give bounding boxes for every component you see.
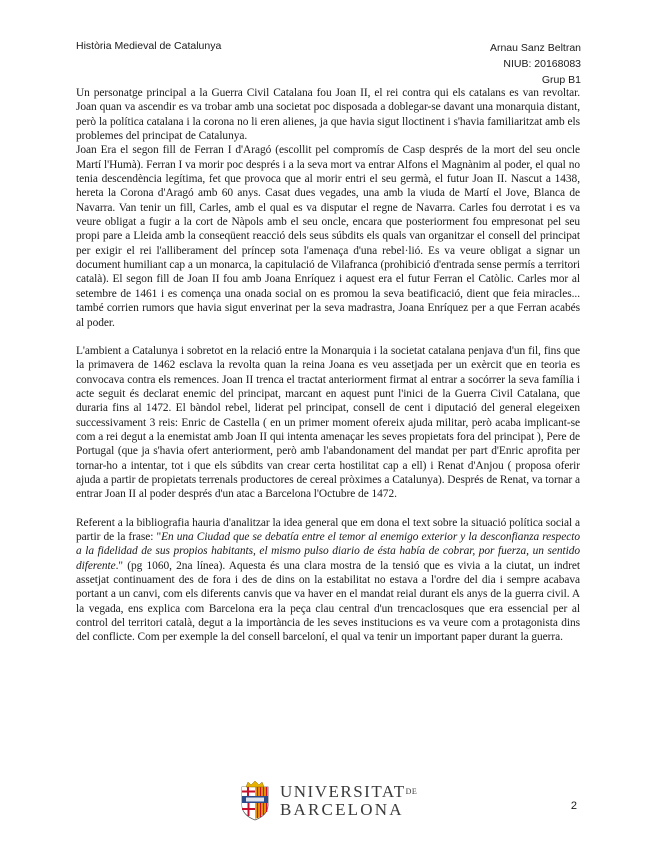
author-name: Arnau Sanz Beltran: [489, 42, 581, 54]
paragraph-1: Un personatge principal a la Guerra Civil Catalana fou Joan II, el rei contra qui els catalans es van revoltar. Joan quan va ascendir es va trobar amb una societat poc disposada a doblegar-se davant una monarquia distant, però la política catalana i la corona no li eren alienes, ja que havia sigut lloctinent i s'havia familiaritzat amb els problemes del principat de Catalunya.: [76, 87, 580, 143]
paragraph-3: L'ambient a Catalunya i sobretot en la relació entre la Monarquia i la societat catalana penjava d'un fil, fins que la primavera de 1462 esclava la revolta quan la reina Joana es veu assetjada per un exèrcit que en teoria es convocava contra els remences. Joan II trenca el tractat anteriorment firmat al entrar a socórrer la seva família i acte seguit és declarat enemic del principat, marcant en aquest punt l'inici de la Guerra Civil Catalana, que duraria fins al 1472. El bàndol rebel, liderat pel principat, consell de cent i diputació del general elegeixen successivament 3 reis: Enric de Castella ( en un primer moment ofereix ajuda militar, però acaba implicant-se com a rei degut a la enemistat amb Joan II qui intenta amenaçar les seves propietats fora del principat ), Pere de Portugal (que ja s'havia ofert anteriorment, però amb l'abandonament del mandat per part d'Enric aprofita per tornar-ho a intentar, tot i que els súbdits van crear certa hostilitat cap a ell) i Renat d'Anjou ( proposa oferir ajuda a partir de propietats terrenals productores de cereal pròximes a Catalunya). Després de Renat, va tornar a entrar Joan II al poder després d'un atac a Barcelona l'Octubre de 1472.: [76, 344, 580, 501]
logo-word-de: DE: [405, 787, 418, 796]
paragraph-4-intro: Referent a la bibliografia hauria d'analitzar la idea general que em dona el text sobre la situació política social a partir de la frase: ": [76, 516, 580, 543]
university-shield-icon: [240, 781, 270, 821]
university-city: BARCELONA: [280, 800, 404, 819]
paragraph-4: [76, 516, 580, 645]
paragraph-2: Joan Era el segon fill de Ferran I d'Aragó (escollit pel compromís de Casp després de la mort del seu oncle Martí l'Humà). Ferran I va morir poc després i a la seva mort va entrar Alfons el Magnànim al poder, el qual no tenia descendència legítima, fet que provoca que al morir entri el seu germà, el futur Joan II. Nascut a 1438, hereta la Corona d'Aragó amb 60 anys. Casat dues vegades, una amb la viuda de Martí el Jove, Blanca de Navarra. Van tenir un fill, Carles, amb el qual es va disputar el regne de Navarra. Carles fou derrotat i es va veure obligat a fugir a la cort de Nàpols amb el seu oncle, encara que posteriorment fou empresonat pel seu propi pare a Lleida amb la conseqüent reacció dels seus súbdits els quals van organitzar el consell del principat per exigir el rei l'alliberament del príncep sota l'amenaça d'una rebel·lió. Es va veure obligat a signar un document humiliant cap a un monarca, la capitulació de Vilafranca (prohibició d'entrada sense permís a territori català). El segon fill de Joan II fou amb Joana Enríquez i aquest era el futur Ferran el Catòlic. Carles mor al setembre de 1461 i es comença una onada social on es promou la seva beatificació, dient que feia miracles... també corrien rumors que havia sigut enverinat per la seva madrastra, Joana Enríquez per a que Ferran acabés al poder.: [76, 144, 580, 329]
course-title: Història Medieval de Catalunya: [76, 40, 222, 52]
logo-word-universitat: UNIVERSITAT: [280, 782, 406, 801]
document-body: [76, 86, 580, 645]
paragraph-4-rest: ." (pg 1060, 2na línea). Aquesta és una clara mostra de la tensió que es vivia a la ciutat, un indret assetjat continuament des de fora i des de dins on la estabilitat no estava a l'ordre del dia i sempre acabava portant a un canvi, com els diferents canvis que va haver en el mandat reial durant els anys de la guerra civil. A la vegada, ens explica com Barcelona era la peça clau central d'un trencaclosques que era essencial per al control del territori català, degut a la importància de les seves institucions es va veure com a protagonista dins del conflicte. Com per exemple la del consell barceloní, el qual va tenir un important paper durant la guerra.: [76, 559, 580, 644]
page-number: 2: [570, 800, 577, 812]
university-name: [280, 783, 417, 801]
group-label: Grup B1: [541, 74, 581, 86]
paragraph-4-quote: En una Ciudad que se debatía entre el temor al enemigo exterior y la desconfianza respecto a la fidelidad de sus propios habitants, el mismo pulso diario de ésta había de cobrar, por fuerza, un sentido diferente: [76, 530, 580, 572]
university-logo: [240, 781, 420, 825]
author-block: [490, 40, 581, 88]
student-id: NIUB: 20168083: [503, 58, 581, 70]
